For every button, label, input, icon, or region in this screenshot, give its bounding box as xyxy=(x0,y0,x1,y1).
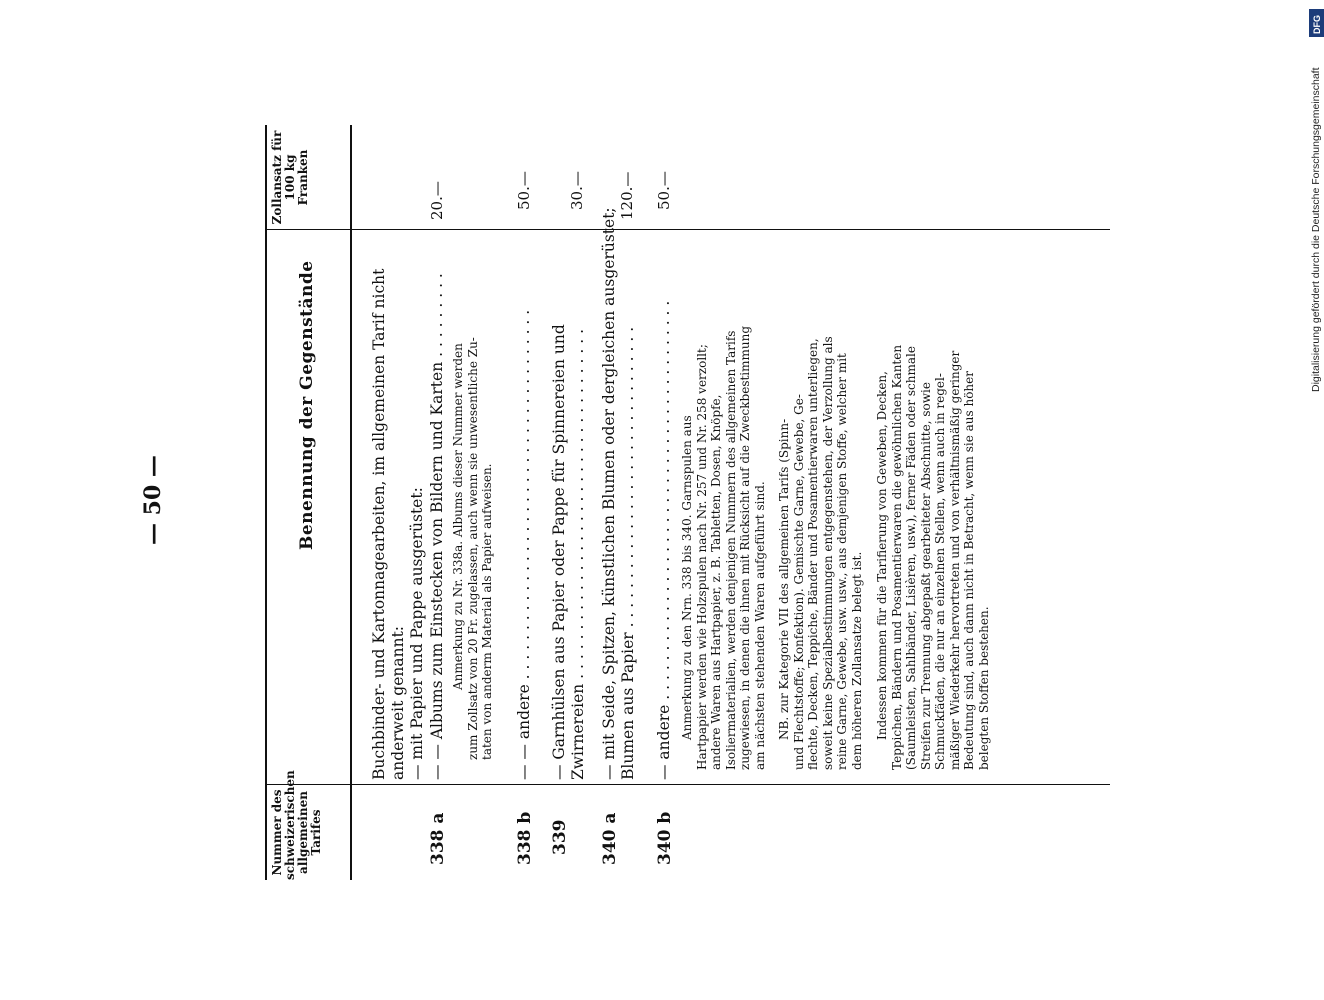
row-338b-text: — — andere . . . . . . . . . . . . . . . . . . . . . . . . . . . . . . . . . . . . . . xyxy=(515,309,533,780)
row-line: Buchbinder- und Kartonnagearbeiten, im allgemeinen Tarif nicht xyxy=(370,268,388,780)
row-line: — mit Seide, Spitzen, künstlichen Blumen oder dergleichen ausgerüstet; xyxy=(600,207,618,780)
header-rate-line: Zollansatz für xyxy=(270,130,284,225)
note-line: Anmerkung zu Nr. 338a. Albums dieser Nummer werden xyxy=(451,343,465,690)
row-338a-text: — — Albums zum Einstecken von Bildern und Karten . . . . . . . . . xyxy=(428,273,446,780)
row-line: Zwirnereien . . . . . . . . . . . . . . . . . . . . . . . . . . . . . . . . . . . . xyxy=(569,329,587,780)
note-line: andere Waren aus Hartpapier, z. B. Tabletten, Dosen, Knöpfe, xyxy=(709,394,723,770)
header-rate-line: 100 kg xyxy=(283,154,297,201)
row-number-338a: 338 a xyxy=(428,812,448,865)
tariff-table xyxy=(265,125,1115,880)
note-line: Bedeutung sind, auch dann nicht in Betracht, wenn sie aus höher xyxy=(962,371,976,770)
header-rate-line: Franken xyxy=(296,149,310,206)
note-line: NB. zur Kategorie VII des allgemeinen Tarifs (Spinn- xyxy=(777,418,791,740)
row-line: — mit Papier und Pappe ausgerüstet: xyxy=(408,487,426,780)
row-340a-text xyxy=(600,207,638,780)
note-line: reine Garne, Gewebe, usw. usw., aus demjenigen Stoffe, welcher mit xyxy=(835,353,849,770)
row-number-340a: 340 a xyxy=(600,812,620,865)
funding-note: Digitalisierung gefördert durch die Deutsche Forschungsgemeinschaft xyxy=(1310,67,1322,392)
row-340a-rate: 120.— xyxy=(618,171,636,220)
header-description: Benennung der Gegenstände xyxy=(297,260,317,550)
top-rule xyxy=(265,125,267,880)
header-rate xyxy=(271,125,310,230)
row-line: Blumen aus Papier . . . . . . . . . . . . . . . . . . . . . . . . . . . . . . . xyxy=(619,326,637,780)
note-line: belegten Stoffen bestehen. xyxy=(976,606,991,770)
page-number: — 50 — xyxy=(140,455,166,545)
col-divider-1 xyxy=(265,784,1110,785)
row-number-340b: 340 b xyxy=(655,811,675,865)
note-line: und Flechtstoffe; Konfektion). Gemischte Garne, Gewebe, Ge- xyxy=(791,394,806,770)
row-intro xyxy=(370,269,427,780)
note-line: dem höheren Zollansatze belegt ist. xyxy=(849,551,864,770)
row-339-rate: 30.— xyxy=(568,171,586,210)
note-line: Hartpapier werden wie Holzspulen nach Nr. 257 und Nr. 258 verzollt; xyxy=(694,344,709,770)
row-339-text xyxy=(550,324,588,780)
header-number-line: schweizerischen xyxy=(283,770,297,880)
note-line: Indessen kommen für die Tarifierung von Geweben, Decken, xyxy=(875,371,889,740)
dfg-logo-text: DFG xyxy=(1312,15,1322,34)
col-divider-2 xyxy=(265,229,1110,230)
row-338b-rate: 50.— xyxy=(515,171,533,210)
note-line: zum Zollsatz von 20 Fr. zugelassen, auch wenn sie unwesentliche Zu- xyxy=(465,337,480,760)
note-line: Anmerkung zu den Nrn. 338 bis 340. Garnspulen aus xyxy=(680,415,694,740)
row-line: anderweit genannt: xyxy=(389,625,407,780)
row-340b-rate: 50.— xyxy=(655,171,673,210)
note-line: taten von anderm Material als Papier aufweisen. xyxy=(480,463,494,760)
note-nb-category-vii xyxy=(777,336,864,770)
note-338-340 xyxy=(680,326,767,770)
note-line: am nächsten stehenden Waren aufgeführt sind. xyxy=(752,481,767,770)
header-number-line: allgemeinen xyxy=(296,791,310,874)
header-rule xyxy=(350,125,352,880)
note-line: soweit keine Spezialbestimmungen entgegenstehen, der Verzollung als xyxy=(820,336,835,770)
note-line: Schmuckfäden, die nur an einzelnen Stellen, wenn auch in regel- xyxy=(933,373,947,770)
row-340b-text: — andere . . . . . . . . . . . . . . . . . . . . . . . . . . . . . . . . . . . . . . . . . xyxy=(655,300,673,780)
header-number-line: Nummer des xyxy=(270,789,284,876)
note-line: flechte, Decken, Teppiche, Bänder und Posamentierwaren unterliegen, xyxy=(806,338,820,770)
header-number-line: Tarifes xyxy=(309,809,323,856)
row-number-339: 339 xyxy=(550,819,570,855)
note-line: mäßiger Wiederkehr hervortreten und von verhältnismäßig geringer xyxy=(947,350,962,770)
note-indessen xyxy=(875,345,991,770)
note-line: Teppichen, Bändern und Posamentierwaren die gewöhnlichen Kanten xyxy=(889,344,904,770)
row-338a-rate: 20.— xyxy=(428,181,446,220)
row-number-338b: 338 b xyxy=(515,811,535,865)
note-line: Streifen zur Trennung abgepaßt gearbeiteter Abschnitte, sowie xyxy=(918,382,933,770)
note-line: (Saumleisten, Sahlbänder, Lisièren, usw.), ferner Fäden oder schmale xyxy=(904,346,918,770)
header-number xyxy=(270,770,323,880)
row-line: — Garnhülsen aus Papier oder Pappe für Spinnereien und xyxy=(550,324,568,780)
note-338a xyxy=(451,337,495,780)
note-line: zugewiesen, in denen die ihnen mit Rücksicht auf die Zweckbestimmung xyxy=(738,325,752,770)
dfg-logo xyxy=(1309,9,1324,37)
note-line: Isoliermaterialien, werden denjenigen Nummern des allgemeinen Tarifs xyxy=(723,330,738,770)
